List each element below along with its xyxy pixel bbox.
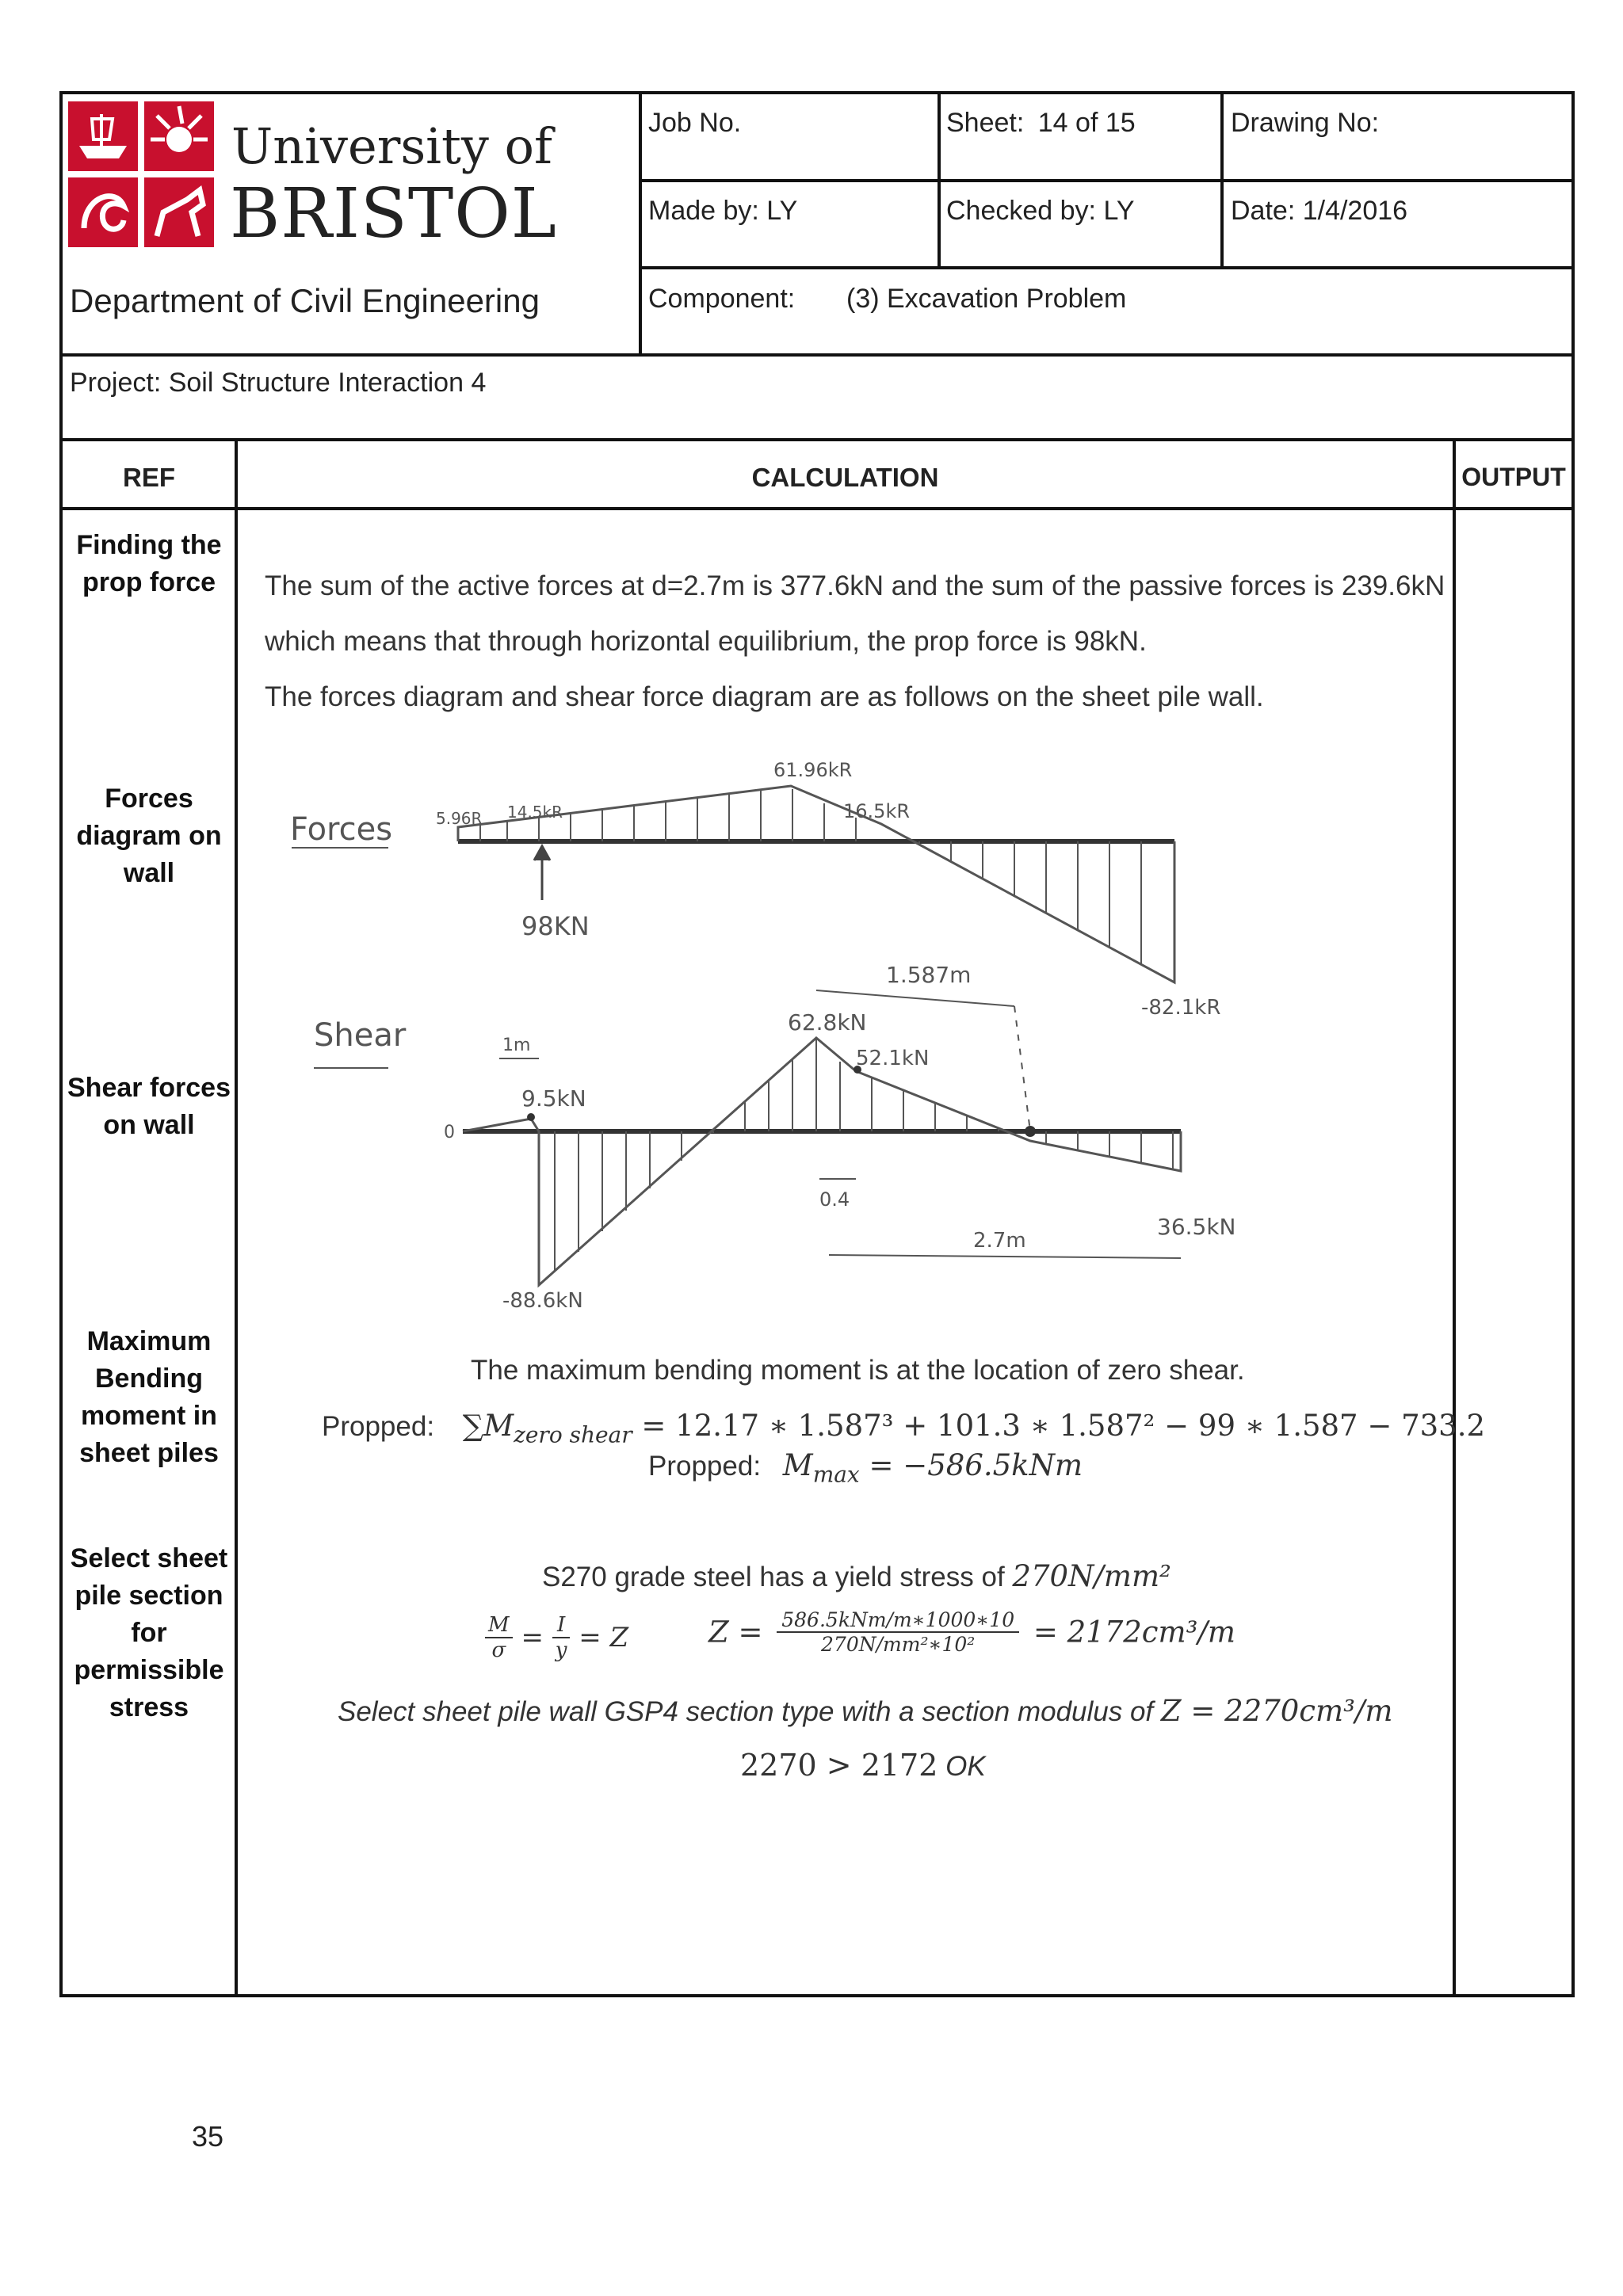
mmax-symbol: M (782, 1448, 813, 1482)
fraction-2-denominator: y (555, 1638, 567, 1662)
table-border-bottom (59, 1994, 1575, 1997)
column-header-calculation: CALCULATION (751, 463, 939, 492)
table-border-top (59, 91, 1575, 94)
yield-value: 270N/mm² (1012, 1559, 1171, 1593)
yield-text: S270 grade steel has a yield stress of (542, 1562, 1013, 1592)
page-number: 35 (192, 2120, 224, 2153)
fraction-1-numerator: M (485, 1613, 513, 1638)
mmax-line (648, 1448, 1083, 1487)
department-name: Department of Civil Engineering (70, 282, 540, 319)
shear-1587: 1.587m (886, 962, 972, 988)
z-numerator: 586.5kNm/m∗1000∗10 (777, 1608, 1019, 1633)
moment-subscript: zero shear (514, 1421, 632, 1448)
propped-label-2: Propped: (648, 1451, 762, 1482)
ref-shear-forces: Shear forces on wall (67, 1073, 231, 1140)
calc-paragraph-3: The forces diagram and shear force diagram are as follows on the sheet pile wall. (265, 681, 1264, 712)
shear-end: 36.5kN (1157, 1214, 1236, 1240)
sheet-number (946, 108, 1136, 139)
ref-forces-diagram: Forces diagram on wall (76, 784, 222, 888)
ref-prop-force: Finding the prop force (76, 530, 222, 597)
column-header-output: OUTPUT (1461, 463, 1566, 491)
check-value: 2270 > 2172 (740, 1748, 938, 1783)
section-modulus-formula: $\frac{M}{\sigma}$ = $\frac{I}{y}$ = Z (485, 1613, 628, 1662)
component-value: (3) Excavation Problem (846, 284, 1127, 314)
moment-sum-symbol: ∑M (462, 1409, 514, 1443)
yield-stress-line (542, 1559, 1171, 1593)
job-no: Job No. (648, 108, 742, 138)
moment-equation: = 12.17 ∗ 1.587³ + 101.3 ∗ 1.587² − 99 ∗ 1.587 − 733.2 (632, 1409, 1486, 1443)
header-row-line-3 (59, 353, 1575, 357)
check-line (740, 1748, 986, 1783)
shear-zero: 0 (444, 1123, 455, 1142)
select-value: Z = 2270cm³/m (1160, 1694, 1393, 1728)
z-result: = 2172cm³/m (1033, 1615, 1235, 1650)
mmax-subscript: max (812, 1461, 860, 1488)
shear-52: 52.1kN (856, 1047, 930, 1070)
sheet-label: Sheet: (946, 108, 1025, 138)
calc-paragraph-2: which means that through horizontal equilibrium, the prop force is 98kN. (265, 626, 1147, 657)
shear-2-7: 2.7m (973, 1229, 1026, 1253)
component-label: Component: (648, 284, 796, 314)
shear-0-4: 0.4 (819, 1188, 850, 1211)
header-divider-vertical (639, 91, 642, 357)
logo-line-1: University of (231, 117, 552, 175)
equals-z: = Z (579, 1622, 629, 1653)
forces-left-value-2: 14.5kR (507, 803, 563, 822)
university-logo (68, 101, 575, 254)
ref-column-divider (235, 438, 238, 1997)
column-header-ref: REF (123, 463, 175, 492)
z-denominator: 270N/mm²∗10² (821, 1633, 976, 1656)
shear-negative: -88.6kN (502, 1289, 583, 1313)
drawing-no: Drawing No: (1231, 108, 1380, 138)
fraction-2-numerator: I (552, 1613, 571, 1638)
header-row-line-2 (639, 266, 1575, 269)
made-by: Made by: LY (648, 196, 798, 226)
date: Date: 1/4/2016 (1231, 196, 1408, 226)
shear-peak: 62.8kN (788, 1009, 867, 1035)
sheet-value: 14 of 15 (1037, 108, 1136, 138)
ref-select-section: Select sheet pile section for permissible stress (70, 1543, 228, 1722)
shear-9-5: 9.5kN (521, 1085, 586, 1112)
moment-equation-line (322, 1409, 1485, 1447)
checked-by: Checked by: LY (946, 196, 1135, 226)
shear-1m: 1m (502, 1035, 531, 1055)
mmax-value: = −586.5kNm (859, 1448, 1083, 1482)
crest-icon (68, 101, 214, 248)
forces-top-value: 61.96kR (773, 759, 853, 781)
forces-label: Forces (290, 811, 393, 848)
z-calculation (708, 1608, 1235, 1656)
ref-max-bending: Maximum Bending moment in sheet piles (79, 1326, 219, 1468)
calc-paragraph-1: The sum of the active forces at d=2.7m is 377.6kN and the sum of the passive forces is 239.6kN (265, 570, 1445, 601)
project-name: Project: Soil Structure Interaction 4 (70, 368, 487, 398)
logo-line-2: BRISTOL (230, 174, 557, 254)
forces-mid-value: 16.5kR (843, 800, 911, 822)
select-text: Select sheet pile wall GSP4 section type with a section modulus of (338, 1696, 1161, 1727)
header-row-line-1 (639, 179, 1575, 182)
forces-left-value-1: 5.96R (436, 809, 483, 828)
z-prefix: Z = (708, 1615, 763, 1650)
check-ok: OK (938, 1751, 986, 1782)
max-moment-text: The maximum bending moment is at the location of zero shear. (471, 1355, 1245, 1386)
fraction-1-denominator: σ (491, 1638, 506, 1662)
propped-label: Propped: (322, 1411, 435, 1442)
column-header-line (59, 507, 1575, 510)
shear-label: Shear (314, 1017, 407, 1054)
project-row-line (59, 438, 1575, 441)
prop-force-value: 98KN (521, 911, 590, 941)
select-section-line (338, 1694, 1392, 1728)
table-border-right (1571, 91, 1575, 1997)
output-column-divider (1453, 438, 1456, 1997)
forces-end-value: -82.1kR (1141, 996, 1221, 1020)
force-shear-diagram (269, 745, 1300, 1323)
